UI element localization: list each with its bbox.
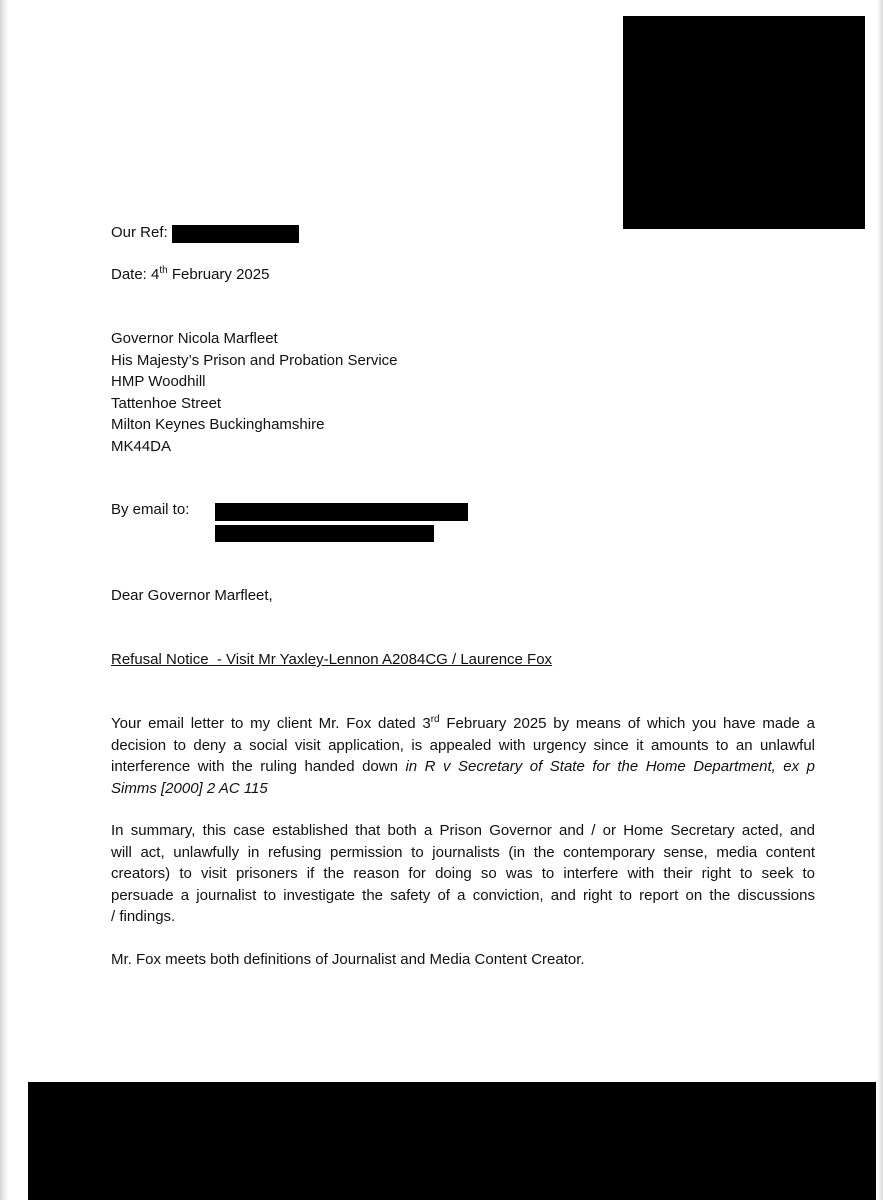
paragraph-definition: Mr. Fox meets both definitions of Journalist and Media Content Creator. [111,951,585,968]
paragraph-line: / findings. [111,908,176,925]
page-edge-left [0,0,9,1200]
reference-label: Our Ref: [111,224,168,241]
paragraph-line: decision to deny a social visit application, is appealed with urgency since it amounts to an unlawful [111,736,815,754]
page-edge-right [876,0,883,1200]
date-rest: February 2025 [167,266,270,283]
redacted-letterhead [623,16,865,229]
salutation: Dear Governor Marfleet, [111,587,273,604]
paragraph-line: creators) to visit prisoners if the reason for doing so was to interfere with their right to seek to [111,865,815,882]
address-line: Milton Keynes Buckinghamshire [111,416,325,433]
redacted-footer [28,1082,876,1200]
date-superscript: th [159,265,168,276]
paragraph-line: persuade a journalist to investigate the safety of a conviction, and right to report on the discussions [111,886,815,904]
paragraph-summary [111,820,815,928]
address-line: Tattenhoe Street [111,394,222,412]
redacted-email-2 [215,525,434,542]
paragraph-line: Your email letter to my client Mr. Fox dated 3rd February 2025 by means of which you have made a [111,714,815,732]
address-line: MK44DA [111,437,172,455]
address-line: Governor Nicola Marfleet [111,330,278,347]
paragraph-line: will act, unlawfully in refusing permission to journalists (in the contemporary sense, media content [111,843,815,861]
paragraph-line: interference with the ruling handed down in R v Secretary of State for the Home Department, ex p [111,758,816,775]
paragraph-line: In summary, this case established that both a Prison Governor and / or Home Secretary acted, and [111,822,815,839]
redacted-email-1 [215,503,468,521]
address-line: HMP Woodhill [111,373,206,390]
email-label: By email to: [111,501,190,518]
letter-date [111,265,269,285]
date-label: Date: 4 [111,266,160,283]
address-line: His Majesty’s Prison and Probation Service [111,351,398,369]
paragraph-line: Simms [2000] 2 AC 115 [111,779,268,797]
paragraph-appeal [111,713,815,799]
subject-heading: Refusal Notice - Visit Mr Yaxley-Lennon A2084CG / Laurence Fox [111,651,553,668]
redacted-reference [172,225,299,243]
